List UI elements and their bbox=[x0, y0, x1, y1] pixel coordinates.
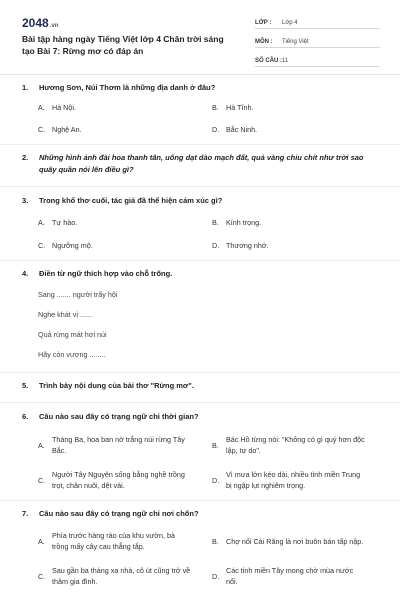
option-d bbox=[212, 469, 366, 491]
question-text: Trong khổ thơ cuối, tác giả đã thể hiện cảm xúc gì? bbox=[39, 196, 223, 205]
option-c bbox=[38, 565, 192, 587]
divider bbox=[0, 402, 400, 403]
question-text: Trình bày nội dung của bài thơ "Rừng mơ". bbox=[39, 381, 194, 390]
option-letter: A. bbox=[38, 440, 45, 450]
option-letter: C. bbox=[38, 125, 46, 134]
option-letter: B. bbox=[212, 103, 219, 112]
question-text: Điền từ ngữ thích hợp vào chỗ trống. bbox=[39, 269, 173, 278]
meta-value: Tiếng Việt bbox=[282, 39, 309, 45]
question-text: Câu nào sau đây có trạng ngữ chỉ thời gian? bbox=[39, 412, 199, 421]
option-c bbox=[38, 124, 192, 135]
fill-line: Quả rừng mát hơi núi bbox=[38, 330, 107, 339]
fill-line: Sang ....... người trẩy hội bbox=[38, 290, 118, 299]
option-letter: B. bbox=[212, 218, 219, 227]
question-3 bbox=[22, 195, 382, 207]
option-b bbox=[212, 102, 366, 113]
option-letter: D. bbox=[212, 475, 220, 485]
option-text: Ngưỡng mộ. bbox=[52, 241, 93, 250]
option-c bbox=[38, 240, 192, 251]
fill-line: Hãy còn vương ........ bbox=[38, 350, 106, 359]
option-letter: B. bbox=[212, 440, 219, 450]
option-text: Người Tây Nguyên sống bằng nghề trồng trọt, chăn nuôi, dệt vải. bbox=[52, 470, 185, 490]
option-letter: A. bbox=[38, 218, 45, 227]
meta-value: Lớp 4 bbox=[282, 20, 298, 26]
meta-subject bbox=[255, 33, 380, 48]
question-6 bbox=[22, 411, 382, 423]
option-a bbox=[38, 102, 192, 113]
option-text: Tháng Ba, hoa ban nở trắng núi rừng Tây Bắc. bbox=[52, 435, 185, 455]
option-a bbox=[38, 217, 192, 228]
option-letter: A. bbox=[38, 103, 45, 112]
option-letter: A. bbox=[38, 536, 45, 546]
meta-grade bbox=[255, 14, 380, 29]
divider bbox=[0, 500, 400, 501]
option-letter: C. bbox=[38, 475, 46, 485]
document-title: Bài tập hàng ngày Tiếng Việt lớp 4 Chân trời sáng tạo Bài 7: Rừng mơ có đáp án bbox=[22, 34, 224, 56]
question-text: Hương Sơn, Núi Thơm là những địa danh ở đâu? bbox=[39, 83, 216, 92]
option-text: Hà Nội. bbox=[52, 103, 76, 112]
meta-value: 11 bbox=[282, 58, 289, 64]
fill-line: Nghe khát vị ...... bbox=[38, 310, 92, 319]
divider bbox=[0, 144, 400, 145]
option-a bbox=[38, 530, 192, 552]
option-text: Chợ nổi Cái Răng là nơi buôn bán tấp nập. bbox=[226, 537, 364, 546]
option-letter: D. bbox=[212, 241, 220, 250]
option-b bbox=[212, 217, 366, 228]
document-header bbox=[0, 0, 400, 75]
question-number: 5. bbox=[22, 381, 29, 390]
meta-question-count bbox=[255, 52, 380, 67]
option-b bbox=[212, 536, 366, 547]
option-text: Vì mưa lớn kéo dài, nhiều tỉnh miền Trung bị ngập lụt nghiêm trọng. bbox=[226, 470, 361, 490]
question-number: 7. bbox=[22, 509, 29, 518]
option-text: Kính trọng. bbox=[226, 218, 262, 227]
question-number: 2. bbox=[22, 153, 29, 162]
question-text: Câu nào sau đây có trạng ngữ chỉ nơi chốn? bbox=[39, 509, 199, 518]
question-number: 4. bbox=[22, 269, 29, 278]
option-text: Nghệ An. bbox=[52, 125, 82, 134]
question-text: Những hình ảnh đài hoa thanh tân, uống dạt dào mạch đất, quả vàng chiu chít như trời sao quây quần nói lên điều gì? bbox=[39, 153, 364, 174]
option-letter: C. bbox=[38, 571, 46, 581]
meta-key: LỚP : bbox=[255, 20, 272, 26]
option-text: Bắc Ninh. bbox=[226, 125, 258, 134]
question-number: 3. bbox=[22, 196, 29, 205]
option-d bbox=[212, 124, 366, 135]
question-2 bbox=[22, 152, 382, 176]
option-text: Các tỉnh miền Tây mong chờ mùa nước nổi. bbox=[226, 566, 354, 586]
option-text: Phía trước hàng rào của khu vườn, bà trồng mấy cây cau thẳng tắp. bbox=[52, 531, 175, 551]
divider bbox=[0, 260, 400, 261]
question-number: 1. bbox=[22, 83, 29, 92]
option-letter: B. bbox=[212, 537, 219, 546]
option-letter: C. bbox=[38, 241, 46, 250]
document-meta bbox=[255, 14, 380, 71]
option-d bbox=[212, 565, 366, 587]
question-7 bbox=[22, 508, 382, 520]
question-1 bbox=[22, 82, 382, 94]
meta-key: SỐ CÂU : bbox=[255, 58, 282, 64]
option-letter: D. bbox=[212, 125, 220, 134]
logo-sub: .vn bbox=[49, 23, 59, 29]
option-d bbox=[212, 240, 366, 251]
option-text: Tự hào. bbox=[52, 218, 78, 227]
meta-key: MÔN : bbox=[255, 39, 273, 45]
divider bbox=[0, 372, 400, 373]
option-c bbox=[38, 469, 192, 491]
option-b bbox=[212, 434, 366, 456]
option-text: Thương nhớ. bbox=[226, 241, 269, 250]
option-text: Sau gần ba tháng xa nhà, cô út cũng trở về thăm gia đình. bbox=[52, 566, 191, 586]
logo-main: 2048 bbox=[22, 16, 49, 30]
option-text: Bác Hồ từng nói: "Không có gì quý hơn độc lập, tự do". bbox=[226, 435, 365, 455]
option-text: Hà Tĩnh. bbox=[226, 103, 254, 112]
option-letter: D. bbox=[212, 571, 220, 581]
question-4 bbox=[22, 268, 382, 280]
option-a bbox=[38, 434, 192, 456]
divider bbox=[0, 186, 400, 187]
site-logo[interactable] bbox=[22, 16, 58, 30]
question-number: 6. bbox=[22, 412, 29, 421]
question-5 bbox=[22, 380, 382, 392]
